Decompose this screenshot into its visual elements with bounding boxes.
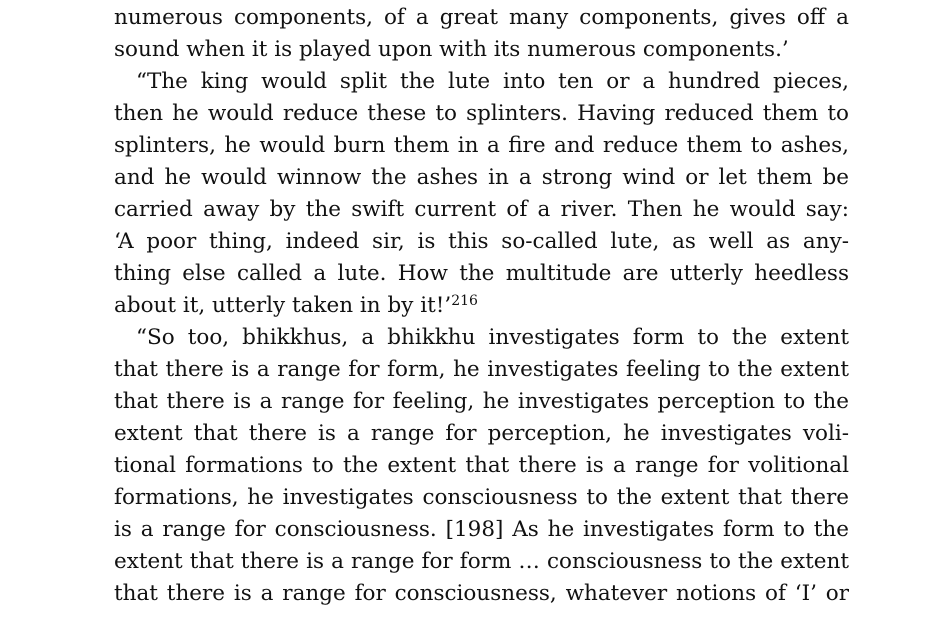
text-line: ‘A poor thing, indeed sir, is this so-called lute, as well as any- xyxy=(114,229,849,254)
text-line: about it, utterly taken in by it!’ xyxy=(114,293,452,318)
text-line: then he would reduce these to splinters. Having reduced them to xyxy=(114,101,849,126)
text-line: sound when it is played upon with its numerous components.’ xyxy=(114,37,789,62)
text-line: extent that there is a range for form … consciousness to the extent xyxy=(114,549,849,574)
text-line: extent that there is a range for perception, he investigates voli- xyxy=(114,421,849,446)
text-line: “The king would split the lute into ten or a hundred pieces, xyxy=(136,69,849,94)
text-line: and he would winnow the ashes in a strong wind or let them be xyxy=(114,165,849,190)
text-line: tional formations to the extent that there is a range for volitional xyxy=(114,453,849,478)
text-line: thing else called a lute. How the multitude are utterly heedless xyxy=(114,261,849,286)
text-line: splinters, he would burn them in a fire and reduce them to ashes, xyxy=(114,133,849,158)
text-line: that there is a range for form, he investigates feeling to the extent xyxy=(114,357,849,382)
paragraph-2 xyxy=(114,66,849,322)
text-line: “So too, bhikkhus, a bhikkhu investigates form to the extent xyxy=(136,325,849,350)
text-line: numerous components, of a great many components, gives off a xyxy=(114,5,849,30)
footnote-marker[interactable]: 216 xyxy=(451,293,478,309)
text-line: that there is a range for consciousness, whatever notions of ‘I’ or xyxy=(114,581,849,606)
text-line-with-footnote xyxy=(114,290,849,322)
paragraph-1 xyxy=(114,2,849,66)
text-line: carried away by the swift current of a river. Then he would say: xyxy=(114,197,849,222)
paragraph-3 xyxy=(114,322,849,610)
page-text xyxy=(114,2,849,610)
text-line: is a range for consciousness. [198] As he investigates form to the xyxy=(114,517,849,542)
text-line: that there is a range for feeling, he investigates perception to the xyxy=(114,389,849,414)
text-line: formations, he investigates consciousness to the extent that there xyxy=(114,485,849,510)
